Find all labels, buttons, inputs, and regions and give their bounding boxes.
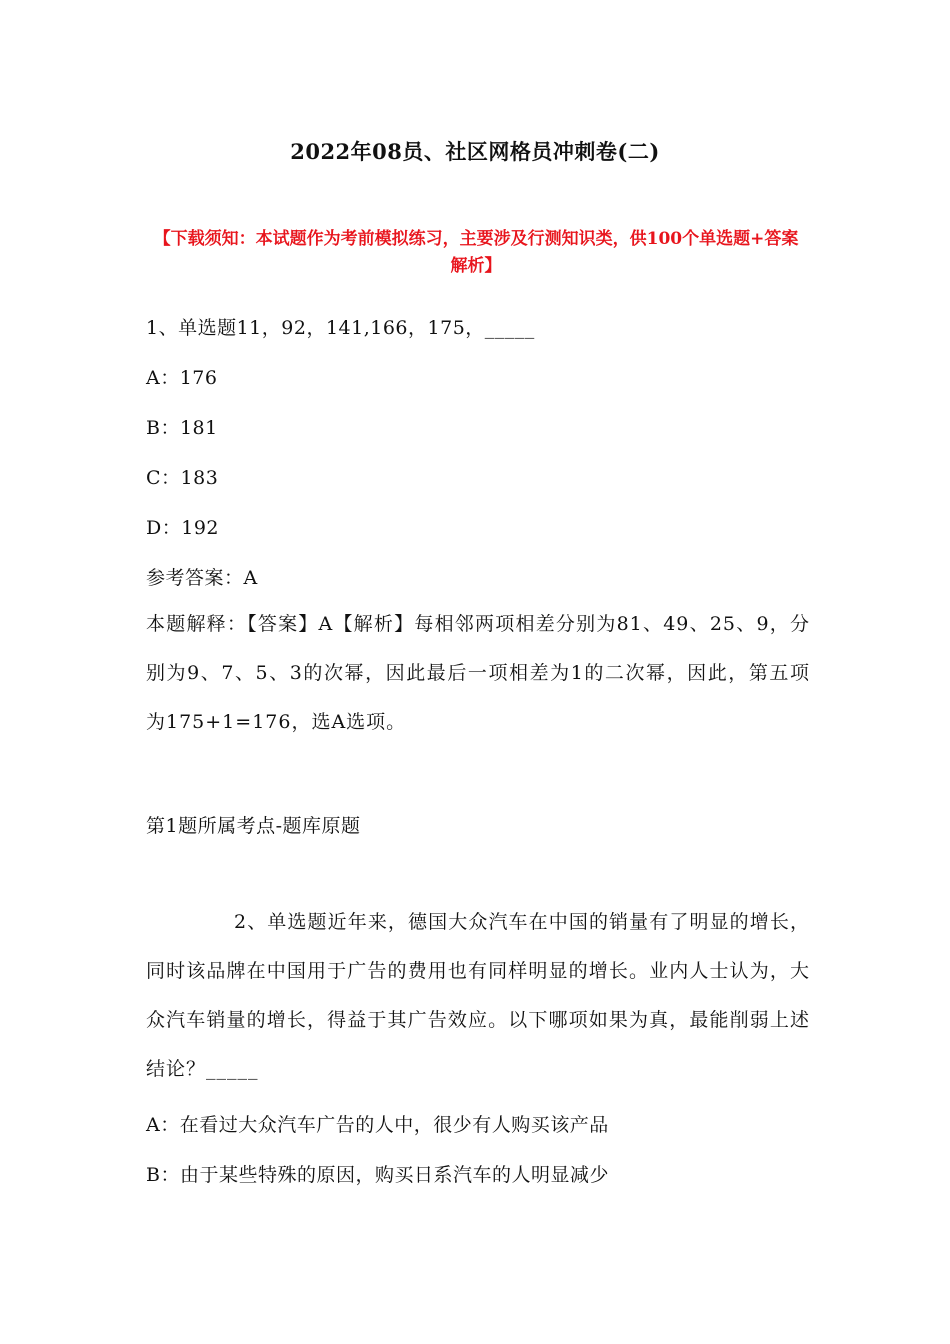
download-notice: 【下载须知：本试题作为考前模拟练习，主要涉及行测知识类，供100个单选题+答案解析】 (153, 229, 799, 276)
question-2-option-b: B：由于某些特殊的原因，购买日系汽车的人明显减少 (146, 1164, 609, 1186)
document-title: 2022年08员、社区网格员冲刺卷(二) (290, 139, 660, 164)
question-1-option-a: A：176 (146, 367, 218, 389)
question-1-option-d: D：192 (146, 517, 219, 539)
question-1-option-c: C：183 (146, 467, 219, 489)
question-1-option-b: B：181 (146, 417, 218, 439)
question-1-answer: 参考答案：A (146, 567, 258, 589)
question-2-stem: 2、单选题近年来，德国大众汽车在中国的销量有了明显的增长，同时该品牌在中国用于广告的费用也有同样明显的增长。业内人士认为，大众汽车销量的增长，得益于其广告效应。以下哪项如果为真，最能削弱上述结论？_____ (146, 911, 810, 1080)
question-1-stem: 1、单选题11，92，141,166，175，_____ (146, 317, 535, 339)
question-1-explanation: 本题解释：【答案】A【解析】每相邻两项相差分别为81、49、25、9，分别为9、7、5、3的次幂，因此最后一项相差为1的二次幂，因此，第五项为175+1=176，选A选项。 (146, 613, 810, 733)
question-2-option-a: A：在看过大众汽车广告的人中，很少有人购买该产品 (146, 1114, 609, 1136)
question-1-topic: 第1题所属考点-题库原题 (146, 815, 361, 837)
